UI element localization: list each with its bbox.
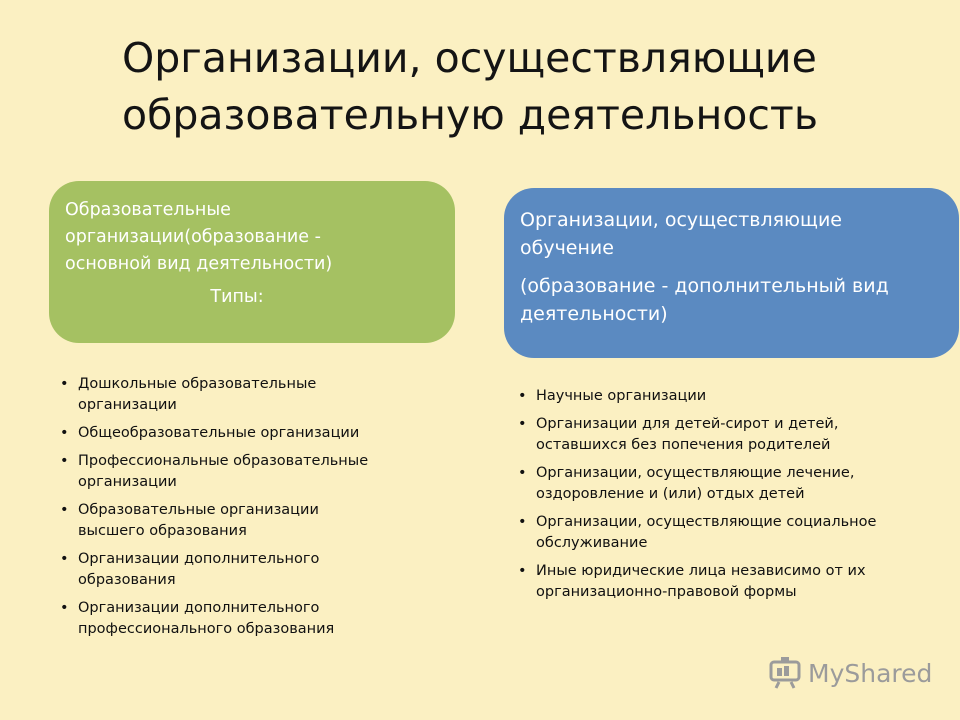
bullet-icon: • bbox=[60, 453, 69, 469]
watermark-text: MyShared bbox=[808, 658, 933, 688]
list-item: • Иные юридические лица независимо от их организационно-правовой формы bbox=[518, 563, 866, 600]
list-item: • Организации дополнительного образования bbox=[60, 551, 320, 588]
bullet-icon: • bbox=[518, 388, 527, 404]
bullet-icon: • bbox=[518, 416, 527, 432]
list-item: • Организации, осуществляющие социальное обслуживание bbox=[518, 514, 877, 551]
right-box-para2-line1: (образование - дополнительный вид bbox=[520, 275, 889, 297]
right-box-para2-line2: деятельности) bbox=[520, 303, 668, 325]
left-box-line1: Образовательные bbox=[65, 200, 231, 220]
left-box-line2: организации(образование - bbox=[65, 227, 321, 247]
bullet-icon: • bbox=[60, 600, 69, 616]
bullet-icon: • bbox=[518, 514, 527, 530]
educational-organization-types-list bbox=[60, 374, 430, 647]
types-label: Типы: bbox=[210, 287, 264, 307]
bullet-icon: • bbox=[518, 563, 527, 579]
training-organizations-box bbox=[504, 188, 959, 358]
list-item: • Организации дополнительного профессионального образования bbox=[60, 600, 335, 637]
list-item: • Профессиональные образовательные организации bbox=[60, 453, 369, 490]
bullet-icon: • bbox=[60, 376, 69, 392]
bullet-icon: • bbox=[60, 551, 69, 567]
list-item: • Организации, осуществляющие лечение, оздоровление и (или) отдых детей bbox=[518, 465, 855, 502]
myshared-watermark bbox=[768, 656, 932, 690]
list-item: • Образовательные организации высшего образования bbox=[60, 502, 319, 539]
training-organization-types-list bbox=[518, 386, 918, 610]
slide-title bbox=[122, 30, 922, 144]
list-item: • Общеобразовательные организации bbox=[60, 423, 430, 444]
bullet-icon: • bbox=[60, 502, 69, 518]
bullet-icon: • bbox=[518, 465, 527, 481]
educational-organizations-box bbox=[49, 181, 455, 343]
right-box-para1-line1: Организации, осуществляющие bbox=[520, 209, 842, 231]
right-box-para1-line2: обучение bbox=[520, 237, 614, 259]
right-box-para1 bbox=[520, 206, 945, 262]
list-item: • Научные организации bbox=[518, 386, 918, 407]
slide-title-line1: Организации, осуществляющие bbox=[122, 34, 817, 82]
list-item: • Организации для детей-сирот и детей, оставшихся без попечения родителей bbox=[518, 416, 839, 453]
myshared-logo-icon bbox=[768, 656, 802, 690]
left-box-line3: основной вид деятельности) bbox=[65, 254, 333, 274]
right-box-para2 bbox=[520, 272, 945, 328]
bullet-icon: • bbox=[60, 425, 69, 441]
slide-title-line2: образовательную деятельность bbox=[122, 91, 818, 139]
list-item: • Дошкольные образовательные организации bbox=[60, 376, 317, 413]
